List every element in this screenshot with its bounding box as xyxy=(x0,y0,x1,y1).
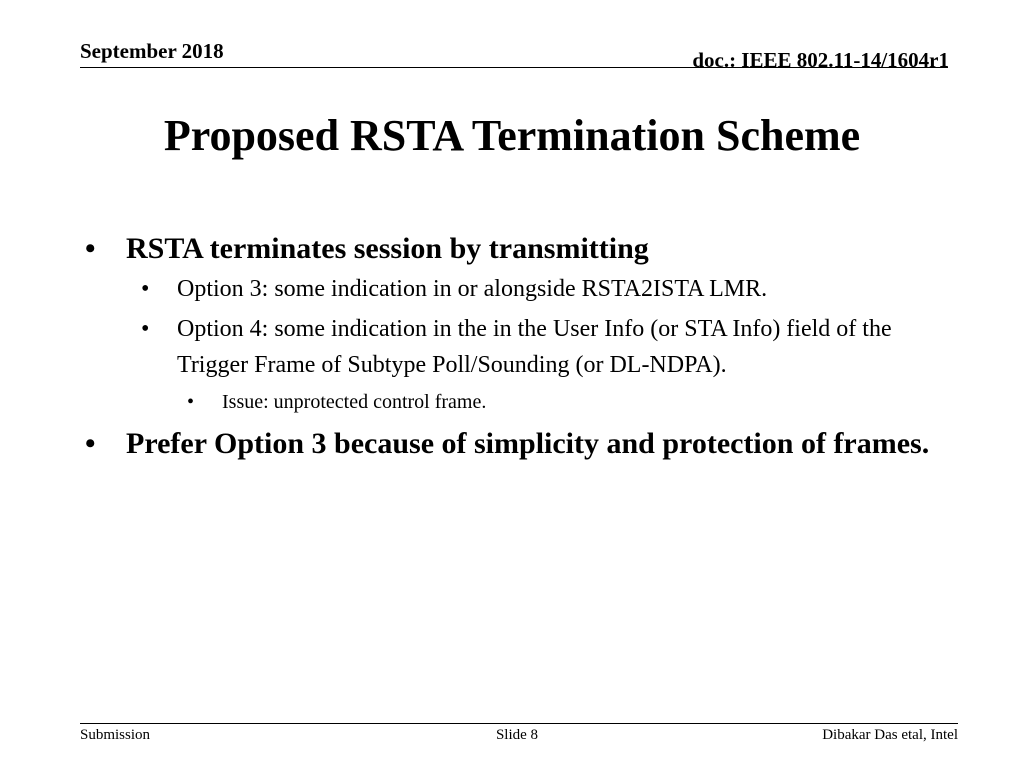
footer-submission: Submission xyxy=(80,727,151,743)
bullet-icon: • xyxy=(85,427,96,460)
header-divider xyxy=(80,67,948,68)
footer-divider xyxy=(80,723,958,724)
slide-title: Proposed RSTA Termination Scheme xyxy=(163,111,861,160)
bullet-icon: • xyxy=(85,232,96,265)
sub-sub-bullet-issue xyxy=(85,387,945,417)
bullet-text: Option 4: some indication in the in the User Info (or STA Info) field of the Trigger Frame of Subtype Poll/Sounding (or DL-NDPA). xyxy=(177,316,892,378)
bullet-text: RSTA terminates session by transmitting xyxy=(126,232,649,265)
slide-body xyxy=(85,230,945,463)
bullet-icon: • xyxy=(187,391,195,413)
bullet-text: Prefer Option 3 because of simplicity and protection of frames. xyxy=(126,427,930,460)
header-date: September 2018 xyxy=(80,39,224,63)
sub-bullet-option-4 xyxy=(85,311,945,383)
header-doc-id: doc.: IEEE 802.11-14/1604r1 xyxy=(692,48,949,72)
bullet-text: Option 3: some indication in or alongside RSTA2ISTA LMR. xyxy=(177,276,768,302)
footer-slide-number: Slide 8 xyxy=(495,727,539,743)
bullet-icon: • xyxy=(141,316,150,342)
bullet-rsta-terminates xyxy=(85,230,945,268)
sub-bullet-option-3 xyxy=(85,271,945,307)
bullet-icon: • xyxy=(141,276,150,302)
bullet-prefer-option-3 xyxy=(85,425,945,463)
footer-author: Dibakar Das etal, Intel xyxy=(822,727,958,743)
bullet-text: Issue: unprotected control frame. xyxy=(222,391,487,413)
